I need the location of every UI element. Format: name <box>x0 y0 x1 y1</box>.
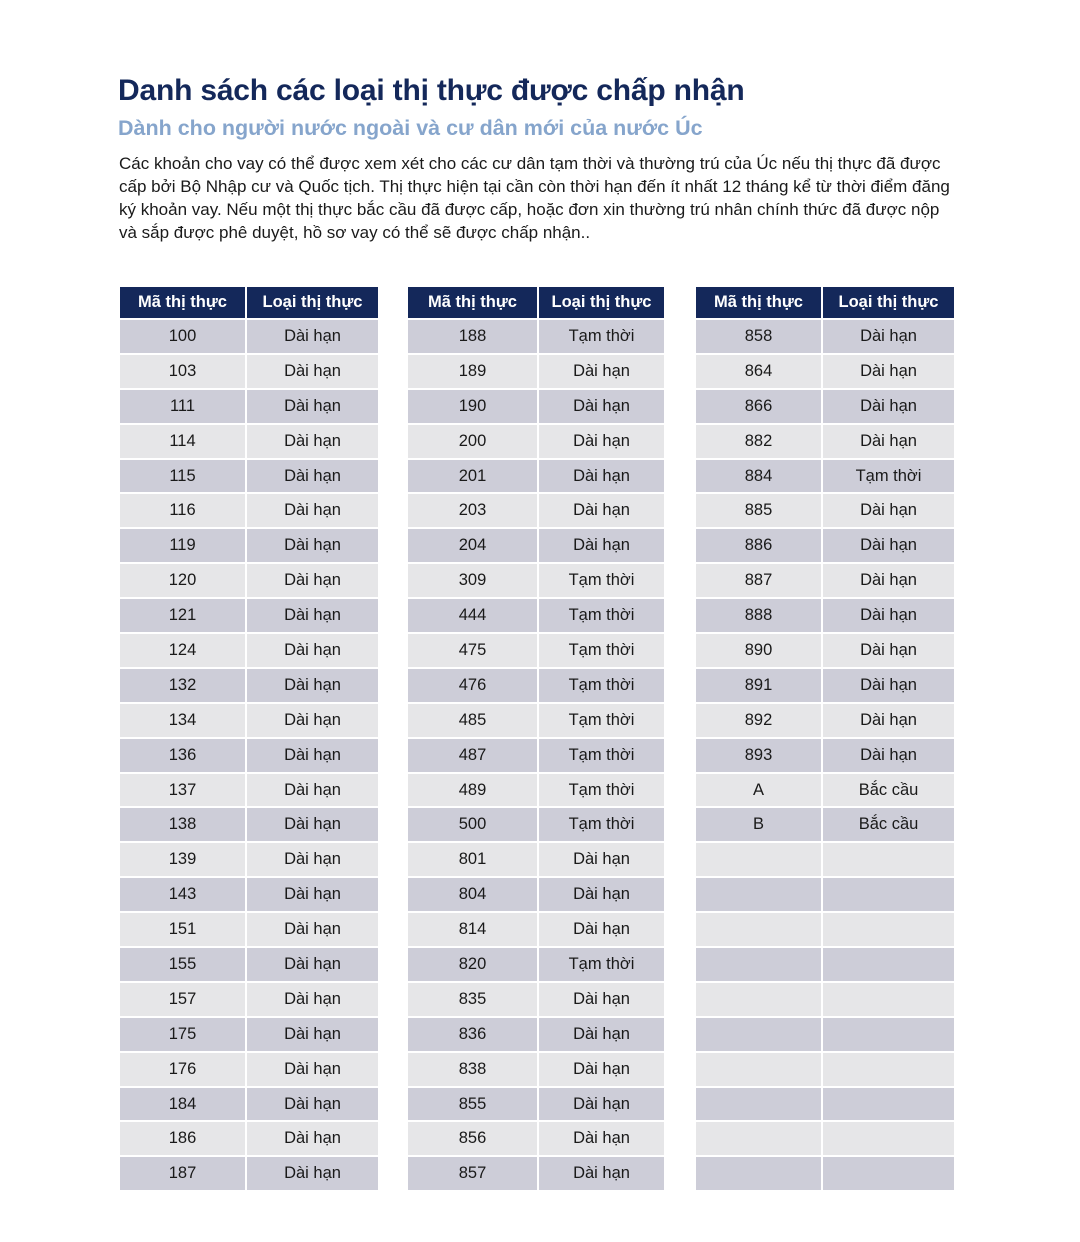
visa-code-cell <box>696 1122 821 1155</box>
visa-type-cell <box>823 1122 954 1155</box>
visa-type-cell: Dài hạn <box>823 599 954 632</box>
table-row <box>120 1088 378 1121</box>
visa-code-cell <box>696 878 821 911</box>
visa-type-cell: Dài hạn <box>247 739 378 772</box>
visa-code-cell: 103 <box>120 355 245 388</box>
visa-code-cell: 100 <box>120 320 245 353</box>
table-row <box>408 355 664 388</box>
visa-type-cell: Dài hạn <box>247 704 378 737</box>
header-visa-code: Mã thị thực <box>408 287 537 318</box>
visa-code-cell: 836 <box>408 1018 537 1051</box>
table-header-row <box>696 287 954 318</box>
visa-code-cell: 893 <box>696 739 821 772</box>
visa-type-cell: Dài hạn <box>539 460 664 493</box>
table-row <box>408 1053 664 1086</box>
visa-code-cell: 119 <box>120 529 245 562</box>
table-row <box>120 529 378 562</box>
table-header-row <box>408 287 664 318</box>
table-row <box>120 1053 378 1086</box>
table-row <box>696 494 954 527</box>
table-row <box>696 390 954 423</box>
visa-code-cell: 857 <box>408 1157 537 1190</box>
visa-type-cell: Dài hạn <box>247 1053 378 1086</box>
table-row <box>120 1018 378 1051</box>
visa-type-cell <box>823 1088 954 1121</box>
visa-code-cell: 186 <box>120 1122 245 1155</box>
visa-code-cell: 115 <box>120 460 245 493</box>
table-row <box>408 1018 664 1051</box>
visa-code-cell: 203 <box>408 494 537 527</box>
visa-code-cell: A <box>696 774 821 807</box>
visa-type-cell: Dài hạn <box>539 1088 664 1121</box>
visa-type-cell: Dài hạn <box>539 390 664 423</box>
visa-type-cell: Dài hạn <box>247 320 378 353</box>
visa-type-cell: Dài hạn <box>247 983 378 1016</box>
visa-code-cell: 184 <box>120 1088 245 1121</box>
visa-code-cell: 444 <box>408 599 537 632</box>
visa-code-cell: 884 <box>696 460 821 493</box>
visa-code-cell: 500 <box>408 808 537 841</box>
visa-code-cell: 200 <box>408 425 537 458</box>
visa-code-cell: 189 <box>408 355 537 388</box>
visa-type-cell <box>823 878 954 911</box>
table-row <box>120 878 378 911</box>
visa-code-cell: 855 <box>408 1088 537 1121</box>
visa-type-cell: Tạm thời <box>539 669 664 702</box>
visa-code-cell: 485 <box>408 704 537 737</box>
table-row <box>408 1088 664 1121</box>
visa-code-cell: 838 <box>408 1053 537 1086</box>
visa-code-cell: 121 <box>120 599 245 632</box>
table-row <box>696 843 954 876</box>
visa-code-cell: 151 <box>120 913 245 946</box>
visa-type-cell: Tạm thời <box>539 948 664 981</box>
table-row <box>408 704 664 737</box>
table-row <box>120 599 378 632</box>
visa-type-cell: Dài hạn <box>247 1018 378 1051</box>
table-row <box>408 878 664 911</box>
visa-type-cell: Dài hạn <box>247 913 378 946</box>
visa-type-cell: Tạm thời <box>539 739 664 772</box>
visa-code-cell: 814 <box>408 913 537 946</box>
visa-type-cell: Dài hạn <box>247 599 378 632</box>
visa-code-cell: 116 <box>120 494 245 527</box>
visa-code-cell <box>696 1157 821 1190</box>
visa-code-cell <box>696 843 821 876</box>
table-row <box>408 564 664 597</box>
visa-code-cell: 114 <box>120 425 245 458</box>
visa-code-cell: B <box>696 808 821 841</box>
visa-type-cell: Dài hạn <box>823 739 954 772</box>
table-row <box>696 739 954 772</box>
visa-code-cell <box>696 948 821 981</box>
visa-code-cell: 882 <box>696 425 821 458</box>
visa-code-cell: 887 <box>696 564 821 597</box>
visa-code-cell: 134 <box>120 704 245 737</box>
table-row <box>696 808 954 841</box>
visa-code-cell: 890 <box>696 634 821 667</box>
visa-code-cell: 201 <box>408 460 537 493</box>
table-row <box>408 808 664 841</box>
table-row <box>696 1053 954 1086</box>
table-row <box>408 774 664 807</box>
visa-type-cell: Dài hạn <box>247 808 378 841</box>
table-row <box>696 1157 954 1190</box>
visa-type-cell: Tạm thời <box>539 704 664 737</box>
visa-code-cell: 190 <box>408 390 537 423</box>
visa-code-cell: 866 <box>696 390 821 423</box>
visa-type-cell <box>823 1157 954 1190</box>
table-row <box>408 320 664 353</box>
table-row <box>120 669 378 702</box>
visa-code-cell: 804 <box>408 878 537 911</box>
visa-table-2 <box>406 285 666 1192</box>
visa-type-cell: Dài hạn <box>823 704 954 737</box>
visa-type-cell: Dài hạn <box>823 529 954 562</box>
table-row <box>120 425 378 458</box>
table-row <box>120 808 378 841</box>
visa-code-cell: 139 <box>120 843 245 876</box>
table-row <box>408 948 664 981</box>
visa-code-cell <box>696 1088 821 1121</box>
table-row <box>696 355 954 388</box>
table-row <box>696 564 954 597</box>
visa-type-cell <box>823 843 954 876</box>
table-row <box>696 1122 954 1155</box>
table-row <box>696 1088 954 1121</box>
page-subtitle: Dành cho người nước ngoài và cư dân mới của nước Úc <box>118 116 703 140</box>
visa-code-cell: 309 <box>408 564 537 597</box>
page-title: Danh sách các loại thị thực được chấp nhận <box>118 74 745 107</box>
visa-type-cell: Dài hạn <box>247 669 378 702</box>
table-row <box>408 494 664 527</box>
visa-code-cell <box>696 983 821 1016</box>
table-row <box>408 460 664 493</box>
table-row <box>696 913 954 946</box>
visa-code-cell <box>696 913 821 946</box>
visa-code-cell: 157 <box>120 983 245 1016</box>
visa-code-cell: 888 <box>696 599 821 632</box>
table-row <box>408 529 664 562</box>
visa-code-cell: 176 <box>120 1053 245 1086</box>
table-row <box>408 634 664 667</box>
visa-code-cell: 475 <box>408 634 537 667</box>
visa-type-cell: Dài hạn <box>823 320 954 353</box>
visa-code-cell: 489 <box>408 774 537 807</box>
visa-code-cell: 175 <box>120 1018 245 1051</box>
visa-code-cell: 891 <box>696 669 821 702</box>
visa-table-3 <box>694 285 956 1192</box>
table-row <box>408 739 664 772</box>
table-row <box>120 739 378 772</box>
visa-type-cell: Dài hạn <box>247 425 378 458</box>
table-row <box>408 983 664 1016</box>
table-header-row <box>120 287 378 318</box>
visa-type-cell: Dài hạn <box>539 1122 664 1155</box>
visa-code-cell <box>696 1018 821 1051</box>
table-row <box>696 529 954 562</box>
header-visa-code: Mã thị thực <box>696 287 821 318</box>
table-row <box>120 494 378 527</box>
table-row <box>696 774 954 807</box>
visa-type-cell: Dài hạn <box>247 390 378 423</box>
table-row <box>696 634 954 667</box>
visa-type-cell: Dài hạn <box>539 843 664 876</box>
table-row <box>120 948 378 981</box>
visa-type-cell: Dài hạn <box>247 878 378 911</box>
visa-type-cell: Dài hạn <box>539 1157 664 1190</box>
visa-type-cell: Dài hạn <box>823 355 954 388</box>
visa-type-cell: Dài hạn <box>823 564 954 597</box>
visa-type-cell: Dài hạn <box>539 529 664 562</box>
header-visa-type: Loại thị thực <box>539 287 664 318</box>
visa-type-cell <box>823 983 954 1016</box>
visa-type-cell: Tạm thời <box>539 564 664 597</box>
visa-type-cell <box>823 948 954 981</box>
visa-type-cell: Dài hạn <box>539 913 664 946</box>
visa-code-cell: 858 <box>696 320 821 353</box>
visa-code-cell: 124 <box>120 634 245 667</box>
table-row <box>408 425 664 458</box>
visa-type-cell: Dài hạn <box>539 983 664 1016</box>
visa-type-cell: Tạm thời <box>539 599 664 632</box>
visa-code-cell: 120 <box>120 564 245 597</box>
visa-type-cell: Dài hạn <box>247 529 378 562</box>
table-row <box>696 460 954 493</box>
table-row <box>696 425 954 458</box>
visa-table-1 <box>118 285 380 1192</box>
table-row <box>696 878 954 911</box>
table-row <box>120 1122 378 1155</box>
visa-type-cell: Dài hạn <box>247 774 378 807</box>
table-row <box>696 704 954 737</box>
visa-code-cell: 137 <box>120 774 245 807</box>
visa-code-cell: 820 <box>408 948 537 981</box>
visa-code-cell: 801 <box>408 843 537 876</box>
visa-code-cell: 885 <box>696 494 821 527</box>
visa-type-cell: Tạm thời <box>539 634 664 667</box>
visa-type-cell: Dài hạn <box>247 843 378 876</box>
visa-code-cell: 487 <box>408 739 537 772</box>
header-visa-type: Loại thị thực <box>247 287 378 318</box>
visa-type-cell: Dài hạn <box>247 1122 378 1155</box>
table-row <box>408 599 664 632</box>
table-row <box>120 704 378 737</box>
table-row <box>408 1157 664 1190</box>
table-row <box>120 913 378 946</box>
visa-type-cell: Dài hạn <box>539 425 664 458</box>
table-row <box>120 564 378 597</box>
table-row <box>408 390 664 423</box>
table-row <box>696 1018 954 1051</box>
visa-code-cell: 886 <box>696 529 821 562</box>
visa-code-cell: 204 <box>408 529 537 562</box>
visa-type-cell <box>823 1018 954 1051</box>
visa-type-cell: Dài hạn <box>539 878 664 911</box>
table-row <box>696 948 954 981</box>
visa-type-cell: Dài hạn <box>539 494 664 527</box>
table-row <box>120 843 378 876</box>
visa-code-cell: 111 <box>120 390 245 423</box>
visa-type-cell: Dài hạn <box>247 494 378 527</box>
visa-type-cell: Tạm thời <box>539 808 664 841</box>
table-row <box>120 390 378 423</box>
table-row <box>120 774 378 807</box>
table-row <box>696 320 954 353</box>
visa-code-cell: 136 <box>120 739 245 772</box>
visa-type-cell: Dài hạn <box>247 1088 378 1121</box>
visa-code-cell: 856 <box>408 1122 537 1155</box>
visa-code-cell: 188 <box>408 320 537 353</box>
visa-type-cell: Dài hạn <box>247 634 378 667</box>
visa-code-cell: 155 <box>120 948 245 981</box>
visa-type-cell: Dài hạn <box>539 1053 664 1086</box>
visa-type-cell <box>823 913 954 946</box>
visa-type-cell: Dài hạn <box>247 948 378 981</box>
visa-type-cell: Dài hạn <box>247 1157 378 1190</box>
header-visa-code: Mã thị thực <box>120 287 245 318</box>
table-row <box>120 355 378 388</box>
visa-type-cell: Dài hạn <box>823 669 954 702</box>
visa-type-cell: Bắc cầu <box>823 808 954 841</box>
table-row <box>120 1157 378 1190</box>
visa-type-cell: Dài hạn <box>247 355 378 388</box>
visa-code-cell: 132 <box>120 669 245 702</box>
visa-type-cell: Dài hạn <box>247 564 378 597</box>
visa-type-cell: Dài hạn <box>823 634 954 667</box>
table-row <box>408 913 664 946</box>
table-row <box>696 669 954 702</box>
visa-type-cell: Tạm thời <box>539 320 664 353</box>
table-row <box>120 634 378 667</box>
visa-type-cell: Dài hạn <box>539 1018 664 1051</box>
table-row <box>120 320 378 353</box>
visa-code-cell: 892 <box>696 704 821 737</box>
visa-code-cell: 143 <box>120 878 245 911</box>
visa-type-cell: Dài hạn <box>823 494 954 527</box>
visa-code-cell: 138 <box>120 808 245 841</box>
visa-type-cell: Tạm thời <box>539 774 664 807</box>
visa-type-cell: Dài hạn <box>823 425 954 458</box>
visa-code-cell: 835 <box>408 983 537 1016</box>
visa-type-cell: Tạm thời <box>823 460 954 493</box>
visa-code-cell: 864 <box>696 355 821 388</box>
header-visa-type: Loại thị thực <box>823 287 954 318</box>
table-row <box>408 1122 664 1155</box>
visa-code-cell: 187 <box>120 1157 245 1190</box>
table-row <box>120 983 378 1016</box>
visa-type-cell: Dài hạn <box>247 460 378 493</box>
visa-code-cell: 476 <box>408 669 537 702</box>
visa-type-cell: Dài hạn <box>823 390 954 423</box>
visa-type-cell: Dài hạn <box>539 355 664 388</box>
visa-type-cell <box>823 1053 954 1086</box>
visa-type-cell: Bắc cầu <box>823 774 954 807</box>
table-row <box>120 460 378 493</box>
table-row <box>408 669 664 702</box>
visa-code-cell <box>696 1053 821 1086</box>
intro-paragraph: Các khoản cho vay có thể được xem xét cho các cư dân tạm thời và thường trú của Úc nếu thị thực đã được cấp bởi Bộ Nhập cư và Quốc tịch. Thị thực hiện tại cần còn thời hạn đến ít nhất 12 tháng kể từ thời điểm đăng ký khoản vay. Nếu một thị thực bắc cầu đã được cấp, hoặc đơn xin thường trú nhân chính thức đã được nộp và sắp được phê duyệt, hồ sơ vay có thể sẽ được chấp nhận.. <box>119 154 950 242</box>
table-row <box>408 843 664 876</box>
table-row <box>696 983 954 1016</box>
table-row <box>696 599 954 632</box>
